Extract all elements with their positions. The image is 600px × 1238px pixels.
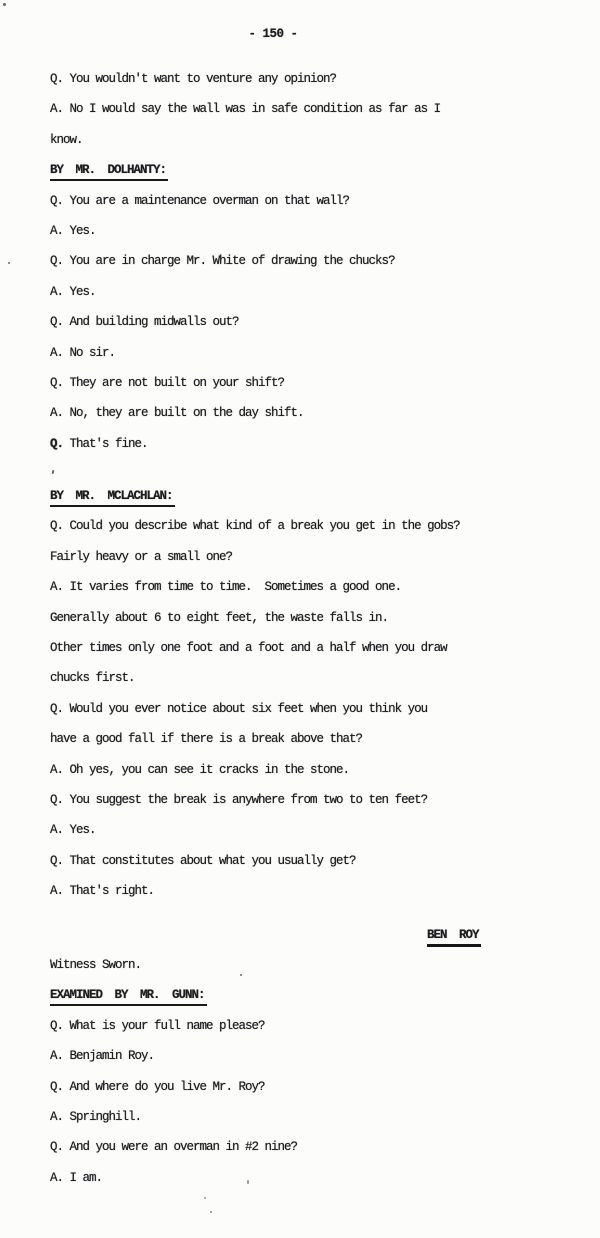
continuation-line: Other times only one foot and a foot and a half when you draw [50, 641, 447, 656]
question-line: Q. Could you describe what kind of a break you get in the gobs? [50, 519, 460, 534]
question-line: Q. You suggest the break is anywhere from two to ten feet? [50, 792, 428, 807]
answer-line: A. No I would say the wall was in safe condition as far as I [50, 102, 441, 117]
continuation-line: Fairly heavy or a small one? [50, 549, 233, 564]
answer-line: A. Springhill. [50, 1109, 142, 1124]
transcript-body [50, 64, 600, 1193]
question-line: Q. And you were an overman in #2 nine? [50, 1140, 298, 1155]
question-line: Q. Would you ever notice about six feet when you think you [50, 701, 428, 716]
question-line: Q. And where do you live Mr. Roy? [50, 1079, 265, 1094]
scan-speck [204, 1197, 206, 1199]
section-heading [50, 980, 600, 1010]
question-line: Q. You are in charge Mr. White of drawing the chucks? [50, 254, 395, 269]
section-heading-text: BY MR. MCLACHLAN: [50, 489, 175, 507]
answer-line: A. Oh yes, you can see it cracks in the stone. [50, 762, 350, 777]
scan-speck [247, 1180, 249, 1184]
question-line: Q. You are a maintenance overman on that wall? [50, 193, 350, 208]
answer-line: A. Yes. [50, 823, 96, 838]
answer-line: A. Yes. [50, 284, 96, 299]
answer-line: A. That's right. [50, 884, 155, 899]
answer-line: A. Benjamin Roy. [50, 1049, 155, 1064]
scan-speck [240, 974, 242, 976]
question-line: Q. What is your full name please? [50, 1018, 265, 1033]
witness-name [427, 920, 600, 950]
question-line: Q. You wouldn't want to venture any opinion? [50, 72, 337, 86]
question-line: Q. They are not built on your shift? [50, 375, 285, 390]
answer-line: A. It varies from time to time. Sometimes a good one. [50, 580, 402, 595]
scan-speck [210, 1211, 212, 1213]
scan-speck [3, 3, 6, 6]
continuation-line: chucks first. [50, 671, 135, 686]
answer-line: A. Yes. [50, 223, 96, 238]
continuation-line: Generally about 6 to eight feet, the waste falls in. [50, 610, 389, 625]
scan-speck [8, 262, 10, 264]
section-heading [50, 155, 600, 185]
page-number: - 150 - [248, 27, 298, 41]
continuation-line: have a good fall if there is a break above that? [50, 732, 363, 747]
section-heading-text: EXAMINED BY MR. GUNN: [50, 988, 207, 1006]
continuation-line: know. [50, 132, 83, 147]
answer-line: A. I am. [50, 1170, 103, 1185]
question-line: Q. That's fine. [50, 436, 148, 451]
section-heading [50, 481, 600, 511]
witness-name-text: BEN ROY [427, 928, 481, 947]
section-heading-text: BY MR. DOLHANTY: [50, 163, 168, 181]
answer-line: A. No sir. [50, 345, 116, 360]
statement-line: Witness Sworn. [50, 957, 142, 972]
question-line: Q. And building midwalls out? [50, 315, 239, 330]
answer-line: A. No, they are built on the day shift. [50, 406, 304, 421]
question-line: Q. That constitutes about what you usually get? [50, 853, 356, 868]
